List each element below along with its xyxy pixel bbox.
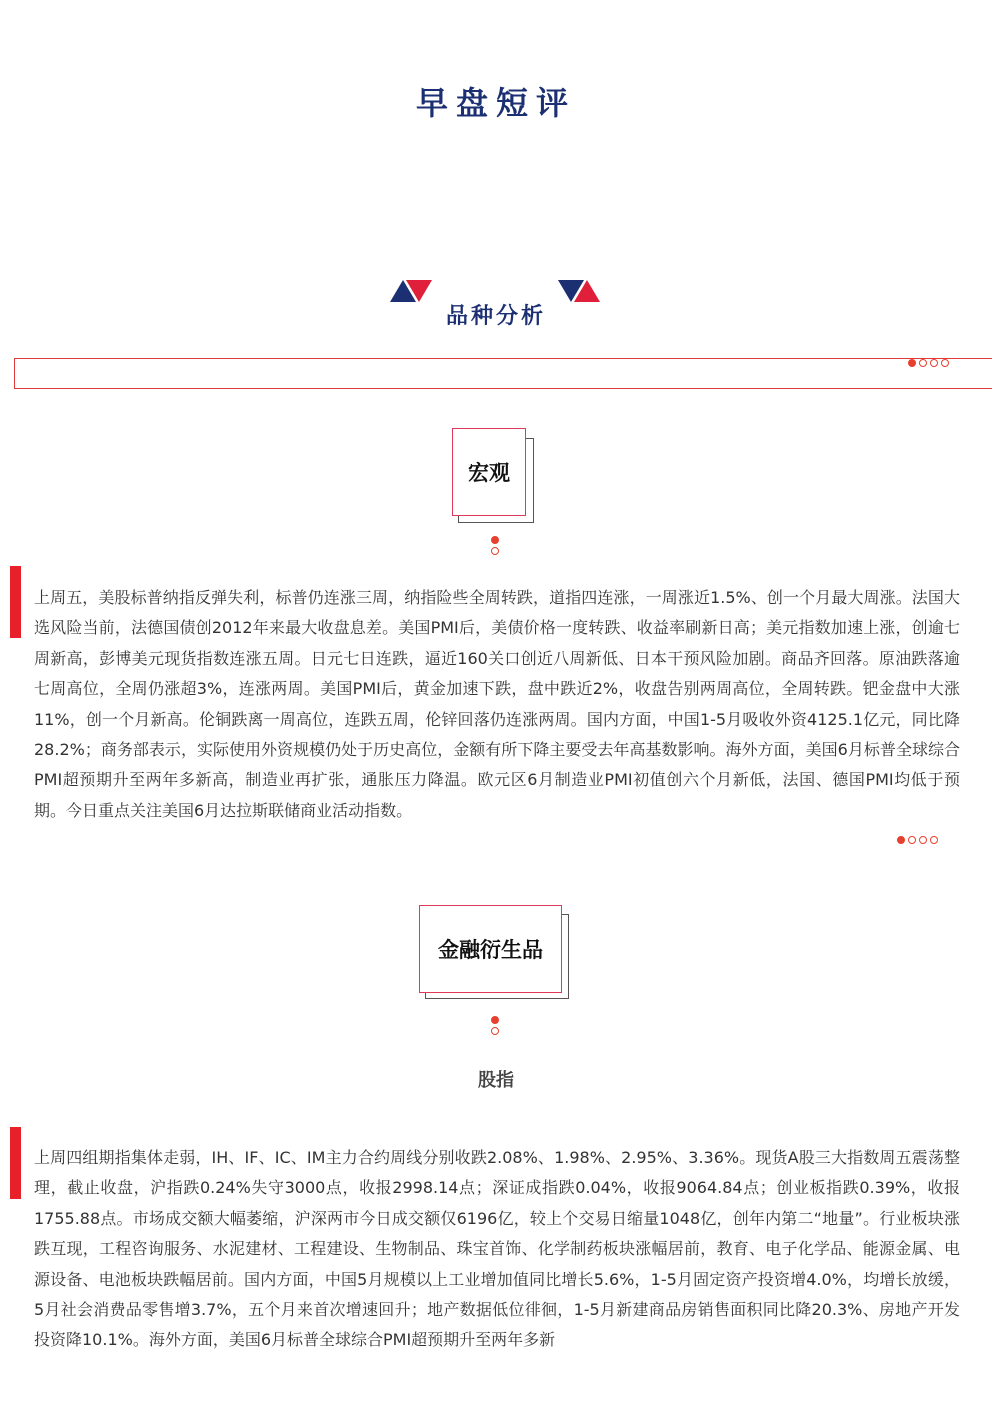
pagination-dots-icon (897, 836, 938, 844)
macro-paragraph: 上周五，美股标普纳指反弹失利，标普仍连涨三周，纳指险些全周转跌，道指四连涨，一周涨近1.5%、创一个月最大周涨。法国大选风险当前，法德国债创2012年来最大收盘息差。美国PMI后，美债价格一度转跌、收益率刷新日高；美元指数加速上涨，创逾七周新高，彭博美元现货指数连涨五周。日元七日连跌，逼近160关口创近八周新低、日本干预风险加剧。商品齐回落。原油跌落逾七周高位，全周仍涨超3%，连涨两周。美国PMI后，黄金加速下跌，盘中跌近2%，收盘告别两周高位，全周转跌。钯金盘中大涨11%，创一个月新高。伦铜跌离一周高位，连跌五周，伦锌回落仍连涨两周。国内方面，中国1-5月吸收外资4125.1亿元，同比降28.2%；商务部表示，实际使用外资规模仍处于历史高位，金额有所下降主要受去年高基数影响。海外方面，美国6月标普全球综合PMI超预期升至两年多新高，制造业再扩张，通胀压力降温。欧元区6月制造业PMI初值创六个月新低，法国、德国PMI均低于预期。今日重点关注美国6月达拉斯联储商业活动指数。 (34, 588, 960, 820)
subsection-heading: 股指 (478, 1070, 514, 1091)
accent-bar (10, 1127, 21, 1199)
connector-dots-icon (491, 536, 499, 555)
macro-title: 宏观 (452, 428, 526, 516)
accent-bar (10, 566, 21, 638)
section-heading: 品种分析 (445, 304, 546, 329)
derivatives-title: 金融衍生品 (419, 905, 562, 993)
pagination-dots-icon (908, 359, 949, 367)
page-title: 早盘短评 (415, 84, 576, 122)
section-banner (14, 358, 992, 389)
connector-dots-icon (491, 1016, 499, 1035)
derivatives-paragraph: 上周四组期指集体走弱，IH、IF、IC、IM主力合约周线分别收跌2.08%、1.98%、2.95%、3.36%。现货A股三大指数周五震荡整理，截止收盘，沪指跌0.24%失守3000点，收报2998.14点；深证成指跌0.04%，收报9064.84点；创业板指跌0.39%，收报1755.88点。市场成交额大幅萎缩，沪深两市今日成交额仅6196亿，较上个交易日缩量1048亿，创年内第二“地量”。行业板块涨跌互现，工程咨询服务、水泥建材、工程建设、生物制品、珠宝首饰、化学制药板块涨幅居前，教育、电子化学品、能源金属、电源设备、电池板块跌幅居前。国内方面，中国5月规模以上工业增加值同比增长5.6%，1-5月固定资产投资增4.0%，均增长放缓，5月社会消费品零售增3.7%，五个月来首次增速回升；地产数据低位徘徊，1-5月新建商品房销售面积同比降20.3%、房地产开发投资降10.1%。海外方面，美国6月标普全球综合PMI超预期升至两年多新 (34, 1148, 960, 1350)
